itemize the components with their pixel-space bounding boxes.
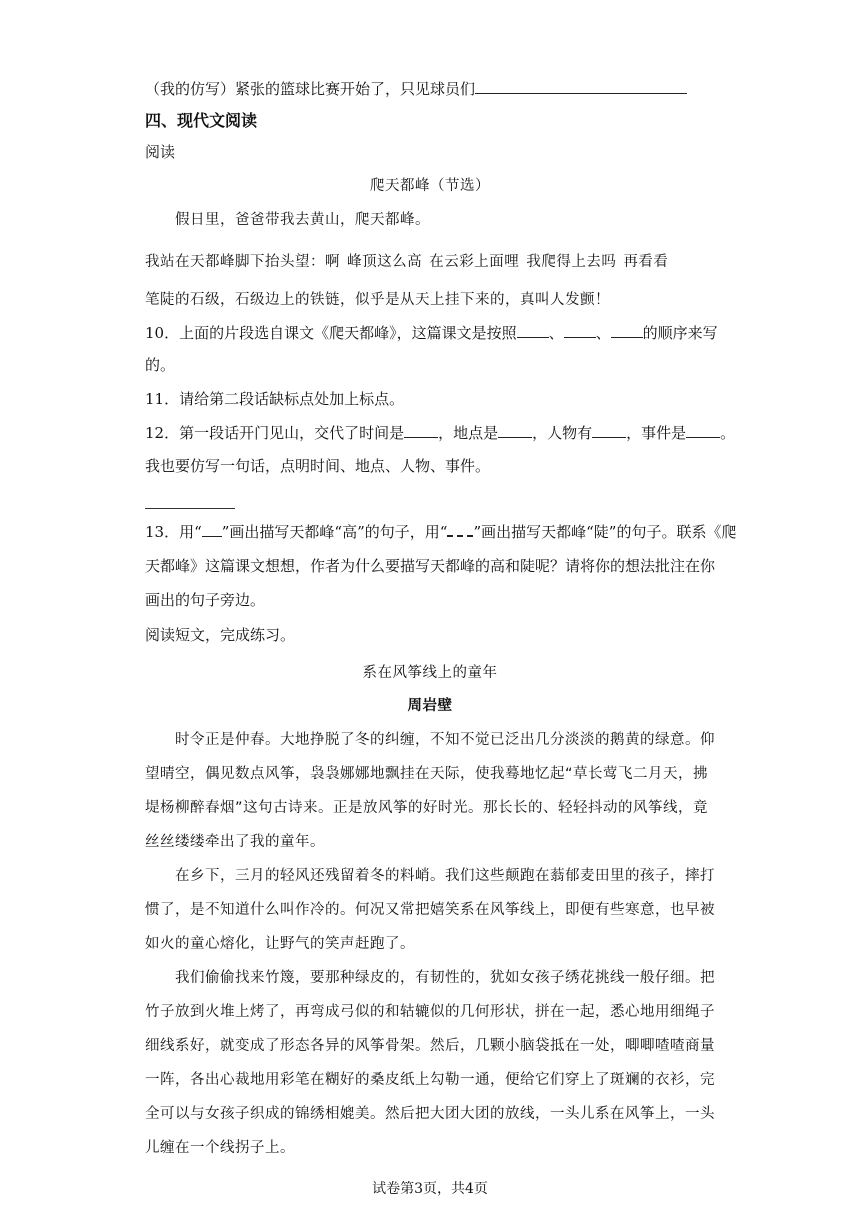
read-label: 阅读 [145,143,176,161]
question-13-line2: 天都峰》这篇课文想想，作者为什么要描写天都峰的高和陡呢？请将你的想法批注在你 [145,557,716,575]
passage2-line: 惯了，是不知道什么叫作冷的。何况又常把嬉笑系在风筝线上，即便有些寒意，也早被 [145,902,715,918]
passage2-line: 丝丝缕缕牵出了我的童年。 [145,834,325,850]
passage2-line: 细线系好，就变成了形态各异的风筝骨架。然后，几颗小脑袋抵在一处，唧唧喳喳商量 [145,1038,715,1054]
q10-blank-1[interactable] [517,323,549,338]
question-10-cont: 的。 [145,356,176,374]
question-13 [145,521,736,542]
q13-text-b: ”画出描写天都峰“高”的句子，用“ [221,523,448,541]
q10-text-b: 的顺序来写 [642,324,718,342]
q13-straight-line-mark [202,522,222,537]
q12-answer-line[interactable] [145,508,235,509]
passage2-line: 望晴空，偶见数点风筝，袅袅娜娜地飘挂在天际，使我蓦地忆起“草长莺飞二月天，拂 [145,766,709,782]
q12-text-e: 。 [720,424,736,442]
question-13-line3: 画出的句子旁边。 [145,591,266,609]
passage2-line: 全可以与女孩子织成的锦绣相媲美。然后把大团大团的放线，一头儿系在风筝上，一头 [145,1106,715,1122]
q10-text-a: 10．上面的片段选自课文《爬天都峰》，这篇课文是按照 [145,324,517,342]
q10-sep-2: 、 [595,324,611,342]
passage2-line: 时令正是仲春。大地挣脱了冬的纠缠，不知不觉已泛出几分淡淡的鹅黄的绿意。仰 [175,732,715,748]
passage1-para2-line2: 笔陡的石级，石级边上的铁链，似乎是从天上挂下来的，真叫人发颤！ [145,292,610,308]
q13-wavy-line-mark [447,521,473,537]
passage2-line: 一阵，各出心裁地用彩笔在糊好的桑皮纸上勾勒一通，便给它们穿上了斑斓的衣衫，完 [145,1072,715,1088]
passage2-intro: 阅读短文，完成练习。 [145,626,296,644]
q12-text-b: ，地点是 [438,424,499,442]
section-heading: 四、现代文阅读 [145,111,258,130]
q12-text-a: 12．第一段话开门见山，交代了时间是 [145,424,405,442]
passage2-line: 在乡下，三月的轻风还残留着冬的料峭。我们这些颠跑在蓊郁麦田里的孩子，摔打 [175,868,715,884]
passage2-line: 竹子放到火堆上烤了，再弯成弓似的和轱辘似的几何形状，拼在一起，悉心地用细绳子 [145,1004,715,1020]
q12-blank-time[interactable] [404,423,438,438]
q13-text-a: 13．用“ [145,523,202,541]
q12-text-c: ，人物有 [532,424,593,442]
q12-blank-people[interactable] [592,423,626,438]
passage2-title: 系在风筝线上的童年 [362,665,498,681]
q12-text-d: ，事件是 [626,424,687,442]
question-12-line2: 我也要仿写一句话，点明时间、地点、人物、事件。 [145,457,491,475]
passage2-line: 堤杨柳醉春烟”这句古诗来。正是放风筝的好时光。那长长的、轻轻抖动的风筝线，竟 [145,800,709,816]
imitation-text: （我的仿写）紧张的篮球比赛开始了，只见球员们 [145,80,476,98]
passage1-para2-line1: 我站在天都峰脚下抬头望：啊 峰顶这么高 在云彩上面哩 我爬得上去吗 再看看 [145,254,669,270]
passage2-author: 周岩壁 [407,698,453,714]
question-11: 11．请给第二段话缺标点处加上标点。 [145,390,405,408]
page-footer: 试卷第3页，共4页 [372,1181,488,1197]
imitation-answer-blank[interactable] [475,79,687,94]
q10-blank-2[interactable] [564,323,596,338]
passage2-line: 我们偷偷找来竹篾，要那种绿皮的，有韧性的，犹如女孩子绣花挑线一般仔细。把 [175,970,715,986]
q10-sep-1: 、 [548,324,564,342]
passage2-line: 儿缠在一个线拐子上。 [145,1140,295,1156]
passage2-line: 如火的童心熔化，让野气的笑声赶跑了。 [145,936,415,952]
question-10 [145,322,718,343]
question-12 [145,422,735,443]
q13-text-c: ”画出描写天都峰“陡”的句子。联系《爬 [473,523,737,541]
imitation-line [145,78,687,99]
passage1-title: 爬天都峰（节选） [370,178,490,194]
passage1-para1: 假日里，爸爸带我去黄山，爬天都峰。 [175,212,430,228]
q12-blank-place[interactable] [498,423,532,438]
q12-blank-event[interactable] [686,423,720,438]
q10-blank-3[interactable] [611,323,643,338]
